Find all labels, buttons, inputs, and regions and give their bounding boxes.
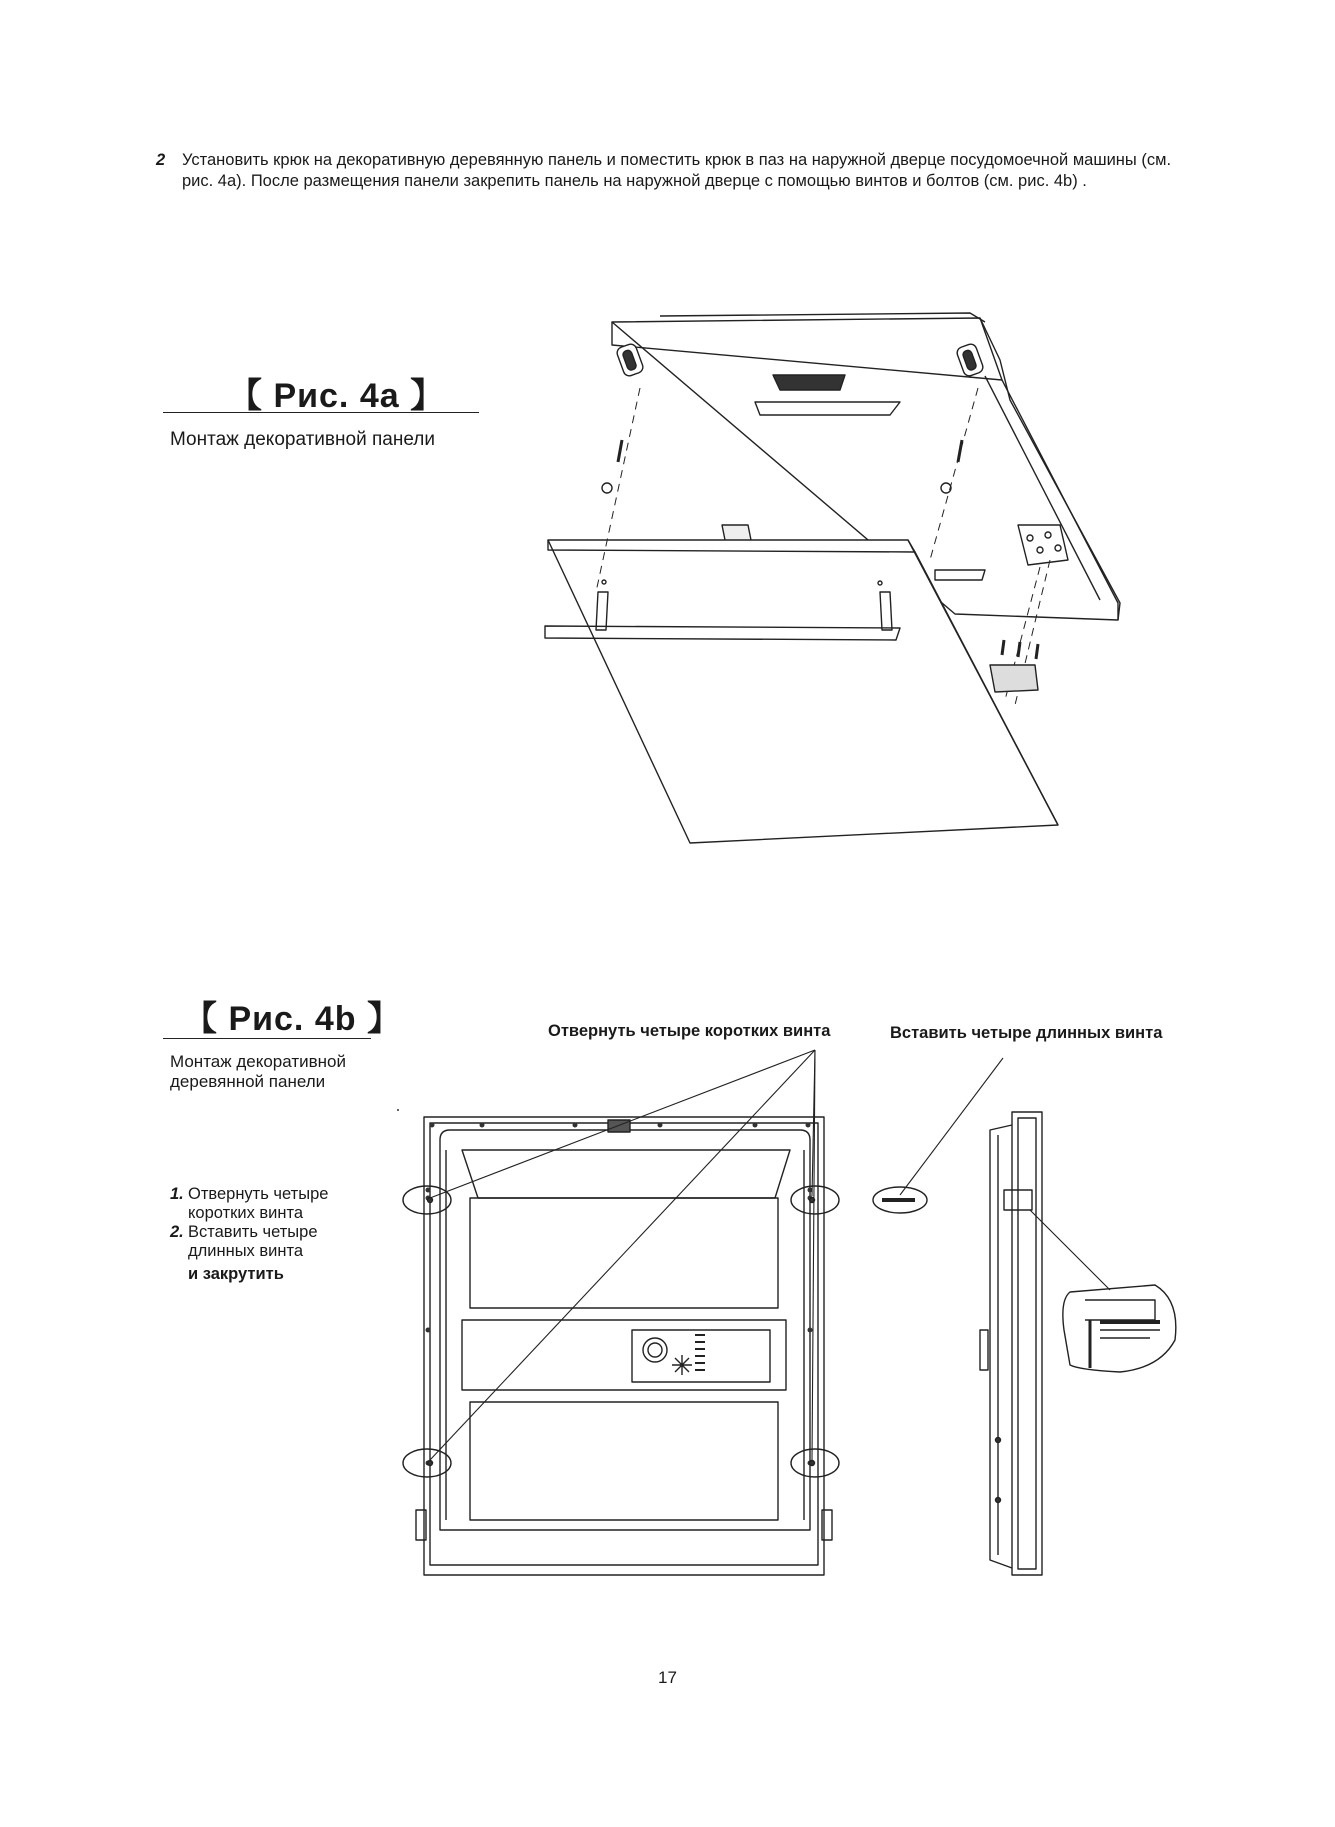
step-line: коротких винта [188, 1204, 304, 1222]
mounting-plate [1018, 525, 1068, 565]
zoom-detail-lines [1100, 1330, 1160, 1338]
outer-door-inner-edge [985, 376, 1100, 600]
dispenser-star [672, 1355, 692, 1375]
door-liner-top [462, 1150, 790, 1198]
fig4b-subtitle-line1: Монтаж декоративной [170, 1052, 346, 1071]
step-extra: и закрутить [188, 1265, 284, 1283]
side-panel-inner [1018, 1118, 1036, 1569]
handle-slot [773, 375, 845, 390]
nut [602, 483, 612, 493]
side-handle [980, 1330, 988, 1370]
step-line: Отвернуть четыре [188, 1185, 329, 1203]
screw [810, 1461, 815, 1466]
fig4b-subtitle-line2: деревянной панели [170, 1072, 326, 1091]
nut [941, 483, 951, 493]
leader-lines [430, 1050, 815, 1460]
slot-bar [935, 570, 985, 580]
screw-holes [426, 1123, 813, 1466]
stray-dot [397, 1109, 399, 1111]
dispenser-grille [695, 1335, 705, 1370]
fig4a-title: 【 Рис. 4а 】 [228, 377, 446, 415]
mounting-plate-hole [1045, 532, 1051, 538]
fig4a-drawing [545, 313, 1120, 843]
callout-remove-short-screws: Отвернуть четыре коротких винта [548, 1022, 831, 1040]
side-panel [1012, 1112, 1042, 1575]
zoom-detail-outline [1063, 1285, 1176, 1372]
mounting-plate-hole [1027, 535, 1033, 541]
outer-door-top-face [612, 318, 1002, 380]
dispenser-dial [643, 1338, 667, 1362]
door-outer-frame [424, 1117, 824, 1575]
screw [1018, 642, 1020, 657]
step-number: 1. [170, 1185, 184, 1203]
leader-line-long-screw [900, 1058, 1003, 1195]
step-line: Вставить четыре [188, 1223, 318, 1241]
side-screw [996, 1438, 1001, 1443]
fig4a-subtitle: Монтаж декоративной панели [170, 429, 435, 450]
door-rack-lower [470, 1402, 778, 1520]
lower-bracket [990, 665, 1038, 692]
page-number: 17 [658, 1668, 677, 1687]
fig4b-title: 【 Рис. 4b 】 [183, 1000, 402, 1038]
screw [1036, 644, 1038, 659]
callout-insert-long-screws: Вставить четыре длинных винта [890, 1024, 1163, 1042]
step-line: длинных винта [188, 1242, 304, 1260]
handle-slot-bar [755, 402, 900, 415]
mounting-plate-hole [1037, 547, 1043, 553]
side-door-profile [990, 1125, 1012, 1568]
screw [428, 1198, 433, 1203]
screw [618, 440, 622, 462]
zoom-detail-bracket [1085, 1300, 1155, 1320]
door-inner-frame [430, 1123, 818, 1565]
screw [958, 440, 962, 462]
fig4b-front-view [403, 1050, 839, 1575]
intro-step-number: 2 [156, 151, 166, 169]
fig4b-side-view [980, 1112, 1176, 1575]
step-number: 2. [170, 1223, 184, 1241]
dispenser-dial-inner [648, 1343, 662, 1357]
intro-text: Установить крюк на декоративную деревянную панель и поместить крюк в паз на наружной дверце посудомоечной машины (см. рис. 4а). После размещения панели закрепить панель на наружной дверце с помощью винтов и болтов (см. рис. 4b) . [182, 151, 1172, 190]
decorative-panel [548, 540, 1058, 843]
screw [428, 1461, 433, 1466]
side-screw [996, 1498, 1001, 1503]
long-screw-detail [873, 1058, 1003, 1213]
screw [1002, 640, 1004, 655]
mounting-plate-hole [1055, 545, 1061, 551]
